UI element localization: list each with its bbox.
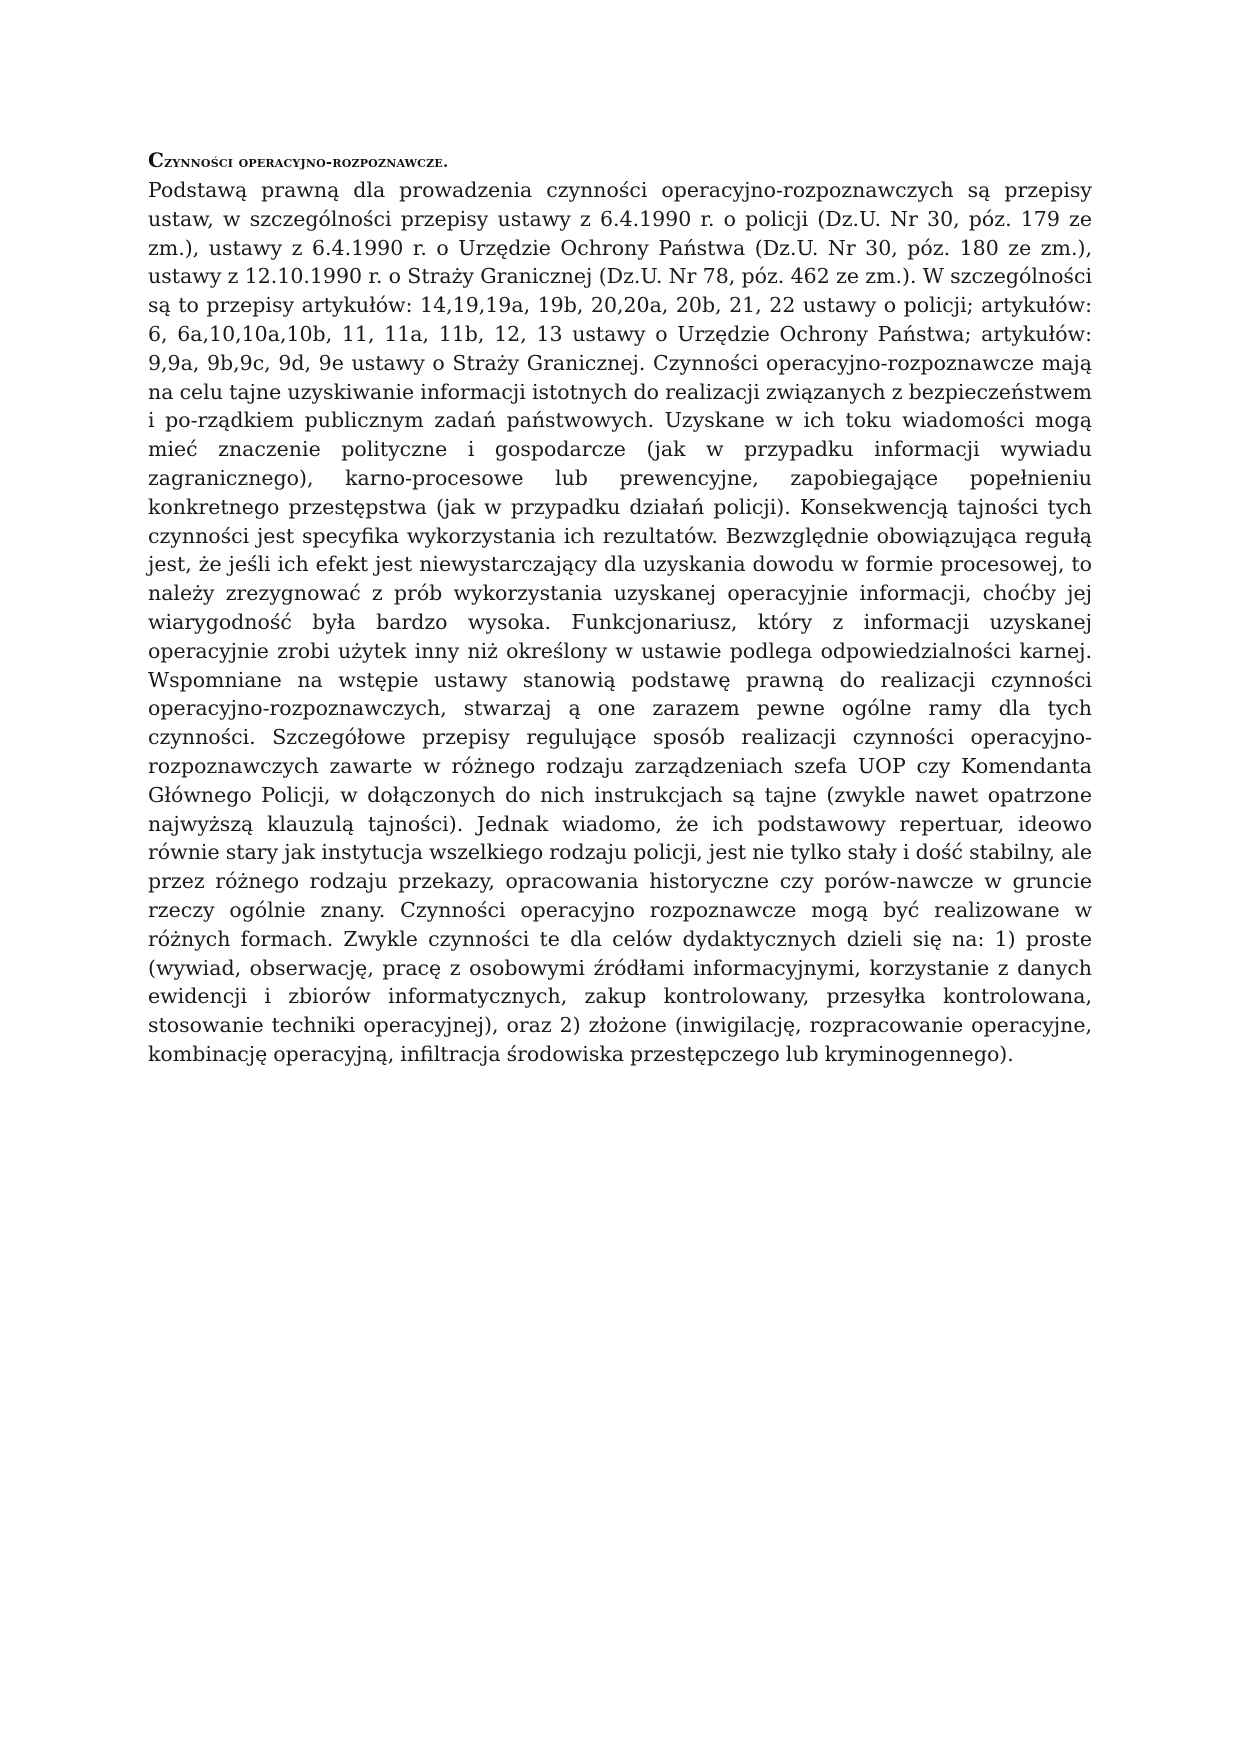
title-rest: zynności operacyjno-rozpoznawcze. — [164, 153, 449, 171]
document-content — [148, 146, 1092, 1069]
body-paragraph: Podstawą prawną dla prowadzenia czynności operacyjno-rozpoznawczych są przepisy ustaw, w szczególności przepisy ustawy z 6.4.1990 r. o policji (Dz.U. Nr 30, póz. 179 ze zm.), ustawy z 6.4.1990 r. o Urzędzie Ochrony Państwa (Dz.U. Nr 30, póz. 180 ze zm.), ustawy z 12.10.1990 r. o Straży Granicznej (Dz.U. Nr 78, póz. 462 ze zm.). W szczególności są to przepisy artykułów: 14,19,19a, 19b, 20,20a, 20b, 21, 22 ustawy o policji; artykułów: 6, 6a,10,10a,10b, 11, 11a, 11b, 12, 13 ustawy o Urzędzie Ochrony Państwa; artykułów: 9,9a, 9b,9c, 9d, 9e ustawy o Straży Granicznej. Czynności operacyjno-rozpoznawcze mają na celu tajne uzyskiwanie informacji istotnych do realizacji związanych z bezpieczeństwem i po-rządkiem publicznym zadań państwowych. Uzyskane w ich toku wiadomości mogą mieć znaczenie polityczne i gospodarcze (jak w przypadku informacji wywiadu zagranicznego), karno-procesowe lub prewencyjne, zapobiegające popełnieniu konkretnego przestępstwa (jak w przypadku działań policji). Konsekwencją tajności tych czynności jest specyfika wykorzystania ich rezultatów. Bezwzględnie obowiązująca regułą jest, że jeśli ich efekt jest niewystarczający dla uzyskania dowodu w formie procesowej, to należy zrezygnować z prób wykorzystania uzyskanej operacyjnie informacji, choćby jej wiarygodność była bardzo wysoka. Funkcjonariusz, który z informacji uzyskanej operacyjnie zrobi użytek inny niż określony w ustawie podlega odpowiedzialności karnej. Wspomniane na wstępie ustawy stanowią podstawę prawną do realizacji czynności operacyjno-rozpoznawczych, stwarzaj ą one zarazem pewne ogólne ramy dla tych czynności. Szczegółowe przepisy regulujące sposób realizacji czynności operacyjno-rozpoznawczych zawarte w różnego rodzaju zarządzeniach szefa UOP czy Komendanta Głównego Policji, w dołączonych do nich instrukcjach są tajne (zwykle nawet opatrzone najwyższą klauzulą tajności). Jednak wiadomo, że ich podstawowy repertuar, ideowo równie stary jak instytucja wszelkiego rodzaju policji, jest nie tylko stały i dość stabilny, ale przez różnego rodzaju przekazy, opracowania historyczne czy porów-nawcze w gruncie rzeczy ogólnie znany. Czynności operacyjno rozpoznawcze mogą być realizowane w różnych formach. Zwykle czynności te dla celów dydaktycznych dzieli się na: 1) proste (wywiad, obserwację, pracę z osobowymi źródłami informacyjnymi, korzystanie z danych ewidencji i zbiorów informatycznych, zakup kontrolowany, przesyłka kontrolowana, stosowanie techniki operacyjnej), oraz 2) złożone (inwigilację, rozpracowanie operacyjne, kombinację operacyjną, infiltracja środowiska przestępczego lub kryminogennego). — [148, 178, 1092, 1066]
document-title — [148, 146, 1092, 176]
title-first-letter: C — [148, 148, 165, 172]
